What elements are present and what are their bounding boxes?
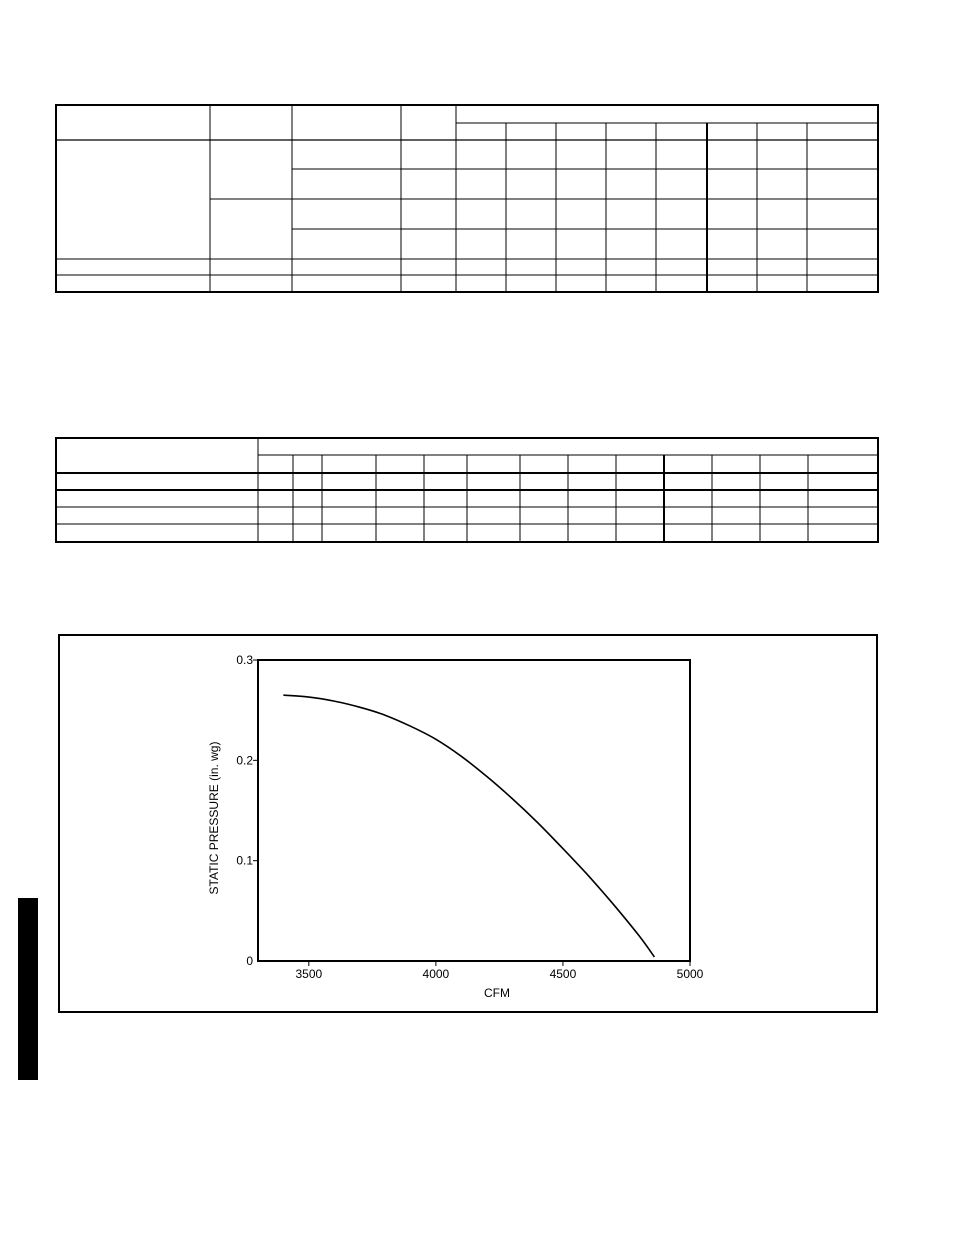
x-tick-label: 4500 bbox=[549, 967, 577, 981]
y-tick-label: 0.2 bbox=[236, 753, 253, 768]
y-axis-label: STATIC PRESSURE (in. wg) bbox=[207, 741, 221, 895]
series-layer bbox=[283, 695, 654, 957]
fan-curve-chart bbox=[207, 653, 704, 1000]
x-tick-label: 4000 bbox=[422, 967, 450, 981]
y-tick-label: 0.3 bbox=[236, 653, 253, 667]
x-axis-label: CFM bbox=[484, 986, 510, 1000]
y-axis bbox=[236, 653, 258, 968]
table-1 bbox=[56, 105, 878, 292]
plot-area bbox=[258, 660, 690, 961]
x-tick-label: 5000 bbox=[676, 967, 704, 981]
x-tick-label: 3500 bbox=[295, 967, 323, 981]
y-tick-label: 0.1 bbox=[236, 853, 253, 868]
y-tick-label: 0 bbox=[246, 954, 253, 968]
fan-curve-line bbox=[283, 695, 654, 957]
section-edge-tab bbox=[18, 898, 38, 1080]
chart-frame bbox=[59, 635, 877, 1012]
x-axis bbox=[295, 961, 703, 981]
table-2 bbox=[56, 438, 878, 542]
